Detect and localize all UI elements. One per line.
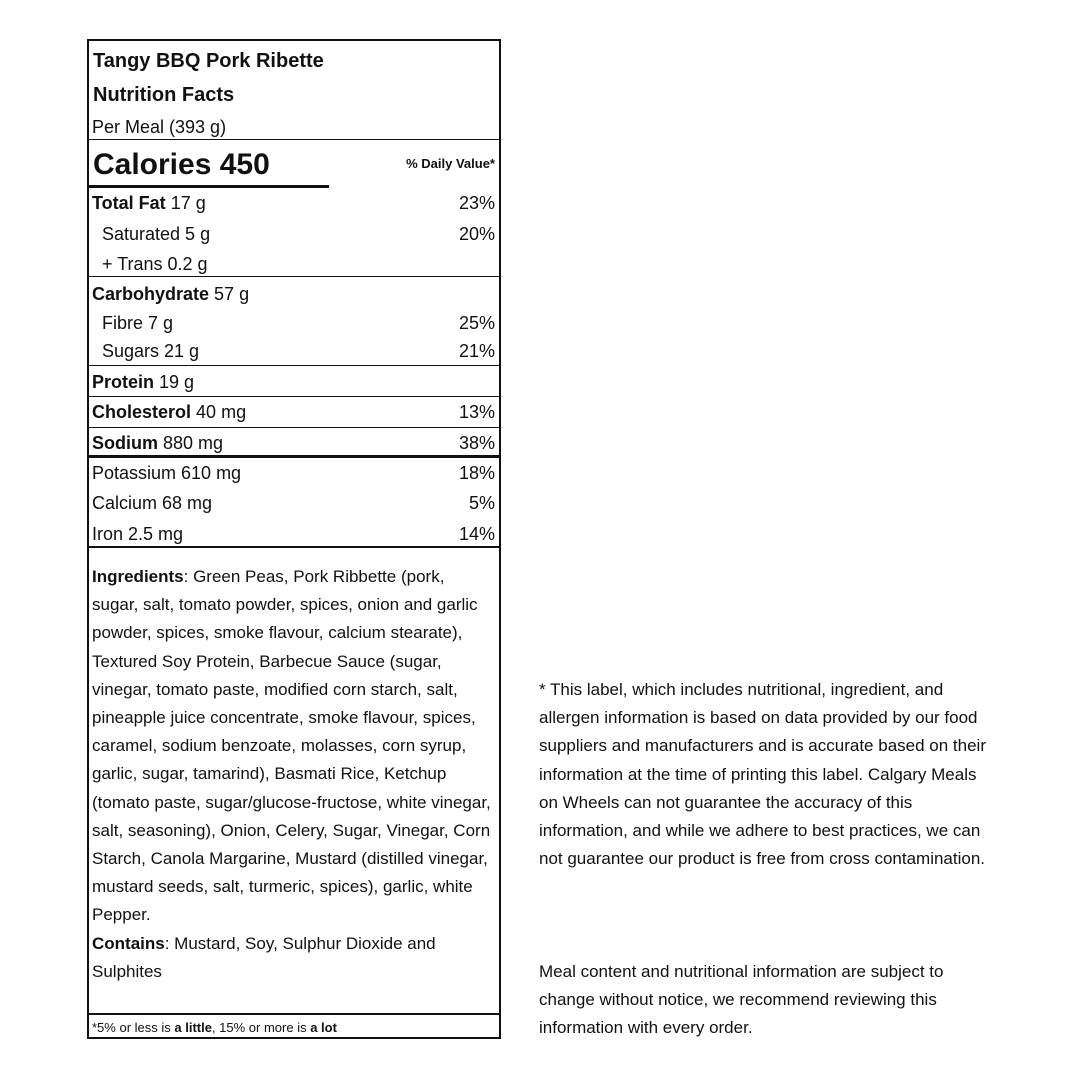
total-fat-name: Total Fat	[92, 193, 166, 213]
nutrition-label	[87, 39, 501, 1039]
iron-dv: 14%	[458, 524, 495, 544]
calories	[93, 147, 270, 183]
daily-value-footnote	[92, 1020, 337, 1036]
sodium-name: Sodium	[92, 433, 158, 453]
divider	[89, 546, 499, 548]
trans-fat: + Trans 0.2 g	[102, 254, 208, 274]
contains-label: Contains	[92, 933, 165, 953]
footnote-lot: a lot	[310, 1020, 337, 1035]
sugars-dv: 21%	[458, 341, 495, 361]
cholesterol-name: Cholesterol	[92, 402, 192, 422]
contains-text: : Mustard, Soy, Sulphur Dioxide and Sulphites	[92, 933, 436, 981]
calories-rule	[89, 185, 329, 188]
saturated-fat: Saturated 5 g	[102, 224, 211, 244]
serving-size: Per Meal (393 g)	[92, 117, 227, 137]
disclaimer-text: * This label, which includes nutritional, ingredient, and allergen information is based on data provided by our food suppliers and manufacturers and is accurate based on their information at the time of printing this label. Calgary Meals on Wheels can not guarantee the accuracy of this information, and while we adhere to best practices, we can not guarantee our product is free from cross contamination.	[539, 680, 986, 869]
potassium: Potassium 610 mg	[92, 463, 242, 483]
footnote-little: a little	[174, 1020, 212, 1035]
ingredients-text: : Green Peas, Pork Ribbette (pork, sugar, salt, tomato powder, spices, onion and garlic powder, spices, smoke flavour, calcium stearate), Textured Soy Protein, Barbecue Sauce (sugar, vinegar, tomato paste, modified corn starch, salt, pineapple juice concentrate, smoke flavour, spices, caramel, sodium benzoate, molasses, corn syrup, garlic, sugar, tamarind), Basmati Rice, Ketchup (tomato paste, sugar/glucose-fructose, white vinegar, salt, seasoning), Onion, Celery, Sugar, Vinegar, Corn Starch, Canola Margarine, Mustard (distilled vinegar, mustard seeds, salt, turmeric, spices), garlic, white Pepper.	[92, 567, 491, 925]
fibre-dv: 25%	[458, 313, 495, 333]
change-notice	[539, 958, 989, 1043]
carbohydrate-name: Carbohydrate	[92, 284, 210, 304]
saturated-fat-dv: 20%	[458, 224, 495, 244]
divider	[89, 427, 499, 428]
iron: Iron 2.5 mg	[92, 524, 184, 544]
divider	[89, 365, 499, 366]
divider	[89, 396, 499, 397]
cholesterol-row	[92, 401, 246, 423]
divider	[89, 276, 499, 277]
footnote-text: *5% or less is	[92, 1020, 175, 1035]
footnote-text: , 15% or more is	[211, 1020, 311, 1035]
protein-amount: 19 g	[159, 372, 195, 392]
divider	[89, 1013, 499, 1015]
change-notice-text: Meal content and nutritional information are subject to change without notice, we recommend reviewing this information with every order.	[539, 962, 944, 1038]
total-fat-dv: 23%	[458, 193, 495, 213]
calories-value: 450	[219, 148, 270, 181]
sodium-row	[92, 432, 223, 454]
ingredients-block	[92, 563, 494, 986]
total-fat-amount: 17 g	[170, 193, 206, 213]
ingredients-label: Ingredients	[92, 567, 184, 586]
cholesterol-amount: 40 mg	[196, 402, 247, 422]
sodium-amount: 880 mg	[163, 433, 224, 453]
calcium: Calcium 68 mg	[92, 493, 213, 513]
fibre: Fibre 7 g	[102, 313, 174, 333]
daily-value-header: % Daily Value*	[406, 156, 495, 171]
label-heading: Nutrition Facts	[93, 84, 235, 106]
carbohydrate-amount: 57 g	[214, 284, 250, 304]
cholesterol-dv: 13%	[458, 402, 495, 422]
disclaimer-note	[539, 676, 989, 873]
potassium-dv: 18%	[458, 463, 495, 483]
product-name: Tangy BBQ Pork Ribette	[93, 50, 324, 72]
protein-name: Protein	[92, 372, 155, 392]
sodium-dv: 38%	[458, 433, 495, 453]
protein-row	[92, 371, 194, 393]
carbohydrate-row	[92, 283, 249, 305]
calories-label: Calories	[93, 148, 212, 181]
divider	[89, 139, 499, 140]
total-fat-row	[92, 192, 206, 214]
calcium-dv: 5%	[468, 493, 495, 513]
sugars: Sugars 21 g	[102, 341, 200, 361]
divider-thick	[89, 455, 499, 458]
